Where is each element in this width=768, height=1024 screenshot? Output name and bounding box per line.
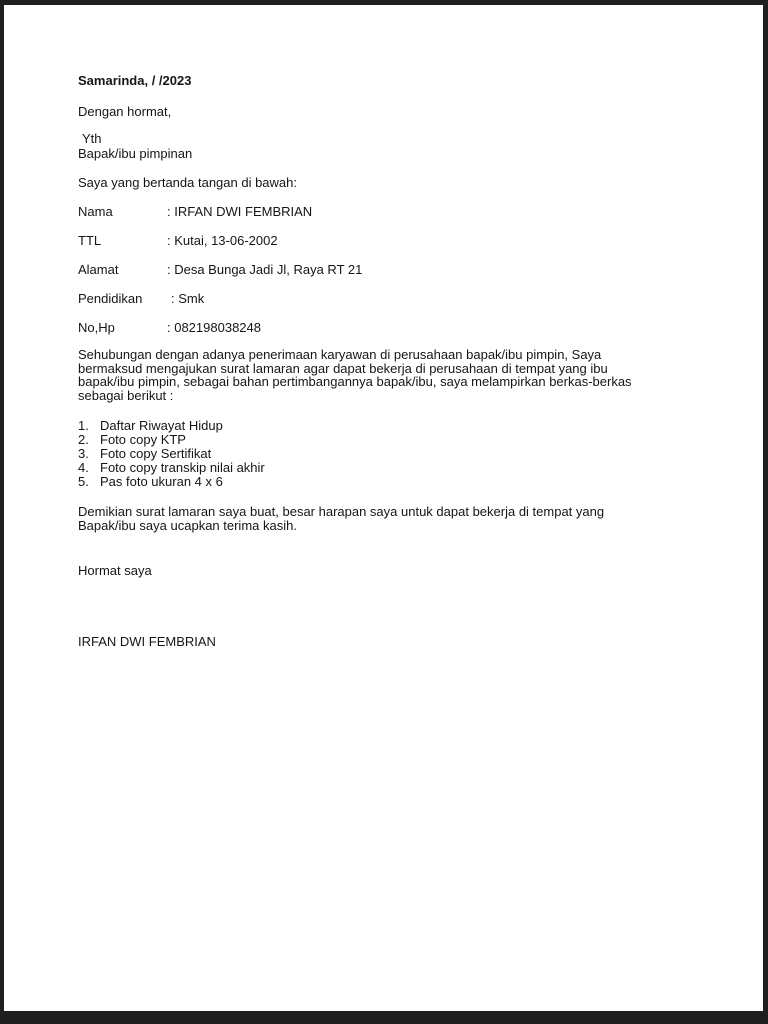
body-line: Sehubungan dengan adanya penerimaan karyawan di perusahaan bapak/ibu pimpin, Saya bbox=[78, 347, 602, 362]
field-value-nohp: : 082198038248 bbox=[167, 320, 261, 335]
field-label-nohp: No,Hp bbox=[78, 320, 115, 335]
list-text: Foto copy transkip nilai akhir bbox=[100, 460, 265, 475]
body-paragraph bbox=[78, 348, 698, 402]
list-item bbox=[78, 433, 265, 447]
list-item bbox=[78, 419, 265, 433]
field-label-alamat: Alamat bbox=[78, 262, 119, 277]
greeting: Dengan hormat, bbox=[78, 104, 172, 119]
list-number: 3. bbox=[78, 446, 89, 461]
list-text: Foto copy KTP bbox=[100, 432, 186, 447]
closing-line: Bapak/ibu saya ucapkan terima kasih. bbox=[78, 517, 297, 533]
signatory-name: IRFAN DWI FEMBRIAN bbox=[78, 634, 216, 649]
list-number: 1. bbox=[78, 418, 89, 433]
field-value-nama: : IRFAN DWI FEMBRIAN bbox=[167, 204, 313, 219]
attachment-list bbox=[78, 419, 265, 489]
intro-text: Saya yang bertanda tangan di bawah: bbox=[78, 175, 298, 190]
list-text: Foto copy Sertifikat bbox=[100, 446, 212, 461]
list-item bbox=[78, 461, 265, 475]
list-item bbox=[78, 447, 265, 461]
field-value-alamat: : Desa Bunga Jadi Jl, Raya RT 21 bbox=[167, 262, 363, 277]
list-text: Pas foto ukuran 4 x 6 bbox=[100, 474, 223, 489]
sign-off: Hormat saya bbox=[78, 563, 152, 578]
place-date: Samarinda, / /2023 bbox=[78, 73, 192, 88]
field-label-nama: Nama bbox=[78, 204, 113, 219]
field-label-pendidikan: Pendidikan bbox=[78, 291, 143, 306]
letter-page bbox=[4, 5, 763, 1011]
recipient-name: Bapak/ibu pimpinan bbox=[78, 146, 193, 161]
field-label-ttl: TTL bbox=[78, 233, 102, 248]
list-number: 2. bbox=[78, 432, 89, 447]
recipient-yth: Yth bbox=[82, 131, 102, 146]
closing-paragraph bbox=[78, 505, 698, 532]
body-line: sebagai berikut : bbox=[78, 387, 174, 403]
closing-line: Demikian surat lamaran saya buat, besar harapan saya untuk dapat bekerja di tempat yang bbox=[78, 504, 605, 519]
field-value-ttl: : Kutai, 13-06-2002 bbox=[167, 233, 278, 248]
field-value-pendidikan: : Smk bbox=[171, 291, 205, 306]
list-number: 4. bbox=[78, 460, 89, 475]
list-number: 5. bbox=[78, 474, 89, 489]
body-line: bermaksud mengajukan surat lamaran agar dapat bekerja di perusahaan di tempat yang ibu bbox=[78, 360, 608, 376]
list-text: Daftar Riwayat Hidup bbox=[100, 418, 223, 433]
list-item bbox=[78, 475, 265, 489]
body-line: bapak/ibu pimpin, sebagai bahan pertimbangannya bapak/ibu, saya melampirkan berkas-berkas bbox=[78, 374, 632, 389]
